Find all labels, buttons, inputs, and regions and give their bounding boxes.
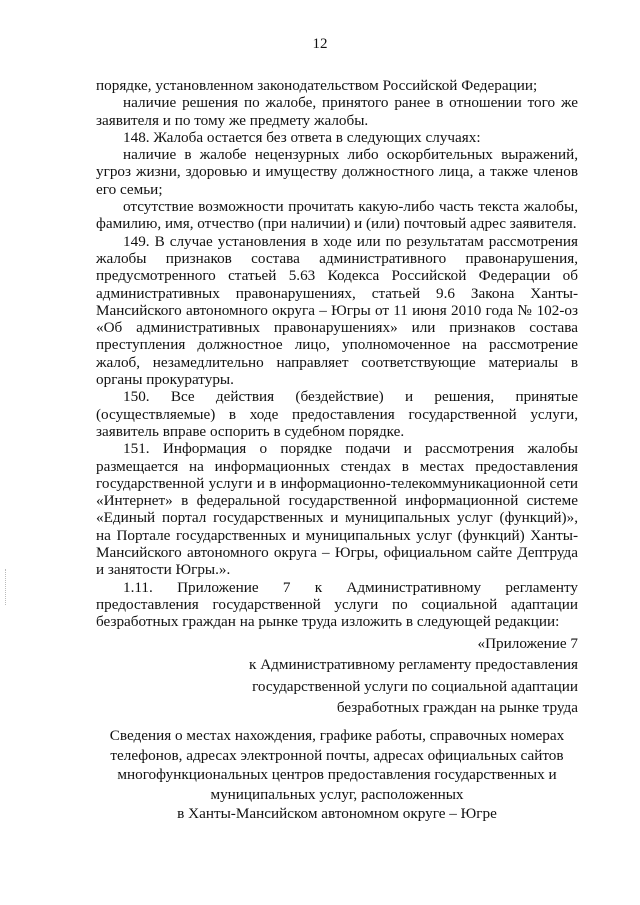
- paragraph: наличие решения по жалобе, принятого ранее в отношении того же заявителя и по тому же предмету жалобы.: [96, 94, 578, 129]
- paragraph: порядке, установленном законодательством Российской Федерации;: [96, 77, 538, 94]
- paragraph: 151. Информация о порядке подачи и рассмотрения жалобы размещается на информационных стендах в местах предоставления государственной услуги и в информационно-телекоммуникационной сети «Интернет» в федеральной государственной информационной системе «Единый портал государственных и муниципальных услуг (функций)», на Портале государственных и муниципальных услуг (функций) Ханты-Мансийского автономного округа – Югры, официальном сайте Дептруда и занятости Югры.».: [96, 440, 578, 579]
- section-title-line: Сведения о местах нахождения, графике работы, справочных номерах: [109, 727, 565, 744]
- paragraph: отсутствие возможности прочитать какую-либо часть текста жалобы, фамилию, имя, отчество (при наличии) и (или) почтовый адрес заявителя.: [96, 198, 578, 233]
- paragraph: наличие в жалобе нецензурных либо оскорбительных выражений, угроз жизни, здоровью и имуществу должностного лица, а также членов его семьи;: [96, 146, 578, 198]
- appendix-header-line: безработных граждан на рынке труда: [336, 699, 578, 717]
- paragraph: 148. Жалоба остается без ответа в следующих случаях:: [123, 128, 481, 146]
- appendix-header-line: «Приложение 7: [477, 635, 578, 652]
- section-title: [96, 726, 578, 824]
- body-text: [96, 77, 578, 631]
- section-title-line: муниципальных услуг, расположенных: [210, 785, 464, 803]
- section-title-line: телефонов, адресах электронной почты, адресах официальных сайтов: [110, 746, 564, 764]
- paragraph: 1.11. Приложение 7 к Административному регламенту предоставления государственной услуги по социальной адаптации безработных граждан на рынке труда изложить в следующей редакции:: [96, 578, 578, 631]
- appendix-header: [240, 633, 578, 719]
- paragraph: 150. Все действия (бездействие) и решения, принятые (осуществляемые) в ходе предоставления государственной услуги, заявитель вправе оспорить в судебном порядке.: [96, 388, 578, 440]
- appendix-header-line: государственной услуги по социальной адаптации: [252, 677, 578, 695]
- page-number: 12: [312, 36, 328, 52]
- margin-mark: [5, 569, 7, 605]
- section-title-line: в Ханты-Мансийском автономном округе – Югре: [177, 805, 497, 823]
- section-title-line: многофункциональных центров предоставления государственных и: [117, 766, 557, 784]
- paragraph: 149. В случае установления в ходе или по результатам рассмотрения жалобы признаков состава административного правонарушения, предусмотренного статьей 5.63 Кодекса Российской Федерации об административных правонарушениях, статьей 9.6 Закона Ханты-Мансийского автономного округа – Югры от 11 июня 2010 года № 102-оз «Об административных правонарушениях» или признаков состава преступления должностное лицо, уполномоченное на рассмотрение жалоб, незамедлительно направляет соответствующие материалы в органы прокуратуры.: [96, 232, 578, 389]
- appendix-header-line: к Административному регламенту предоставления: [249, 656, 578, 674]
